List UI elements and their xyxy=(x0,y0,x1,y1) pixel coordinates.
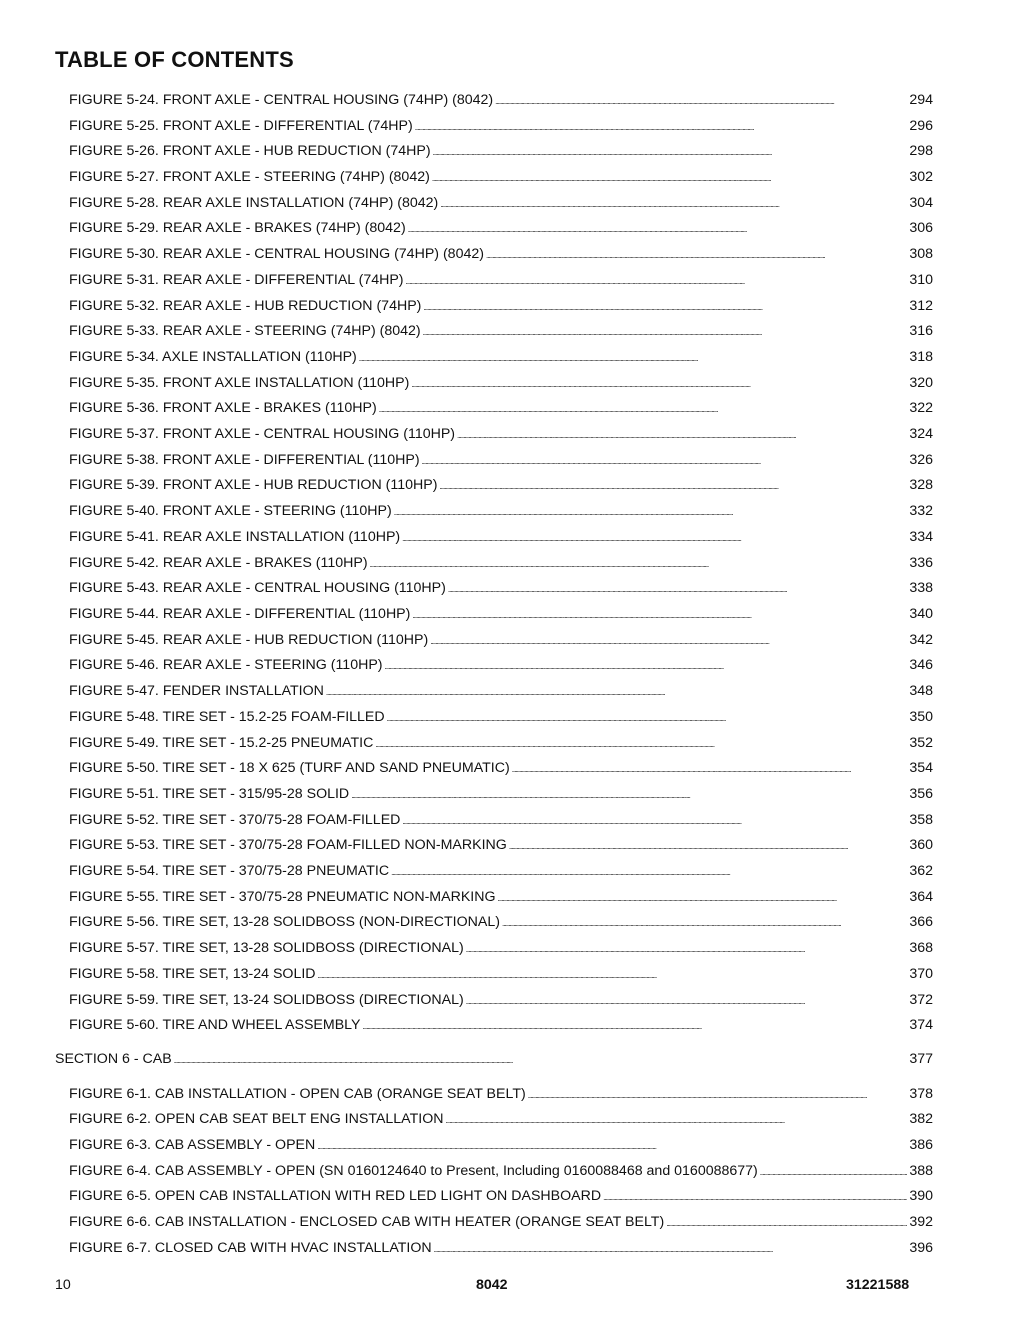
toc-entry-page: 304 xyxy=(909,195,933,211)
toc-entry[interactable] xyxy=(69,219,933,237)
toc-entry[interactable] xyxy=(69,836,933,854)
toc-entry[interactable] xyxy=(69,399,933,417)
toc-entry[interactable] xyxy=(69,965,933,983)
toc-entry-page: 316 xyxy=(909,323,933,339)
toc-entry[interactable] xyxy=(69,656,933,674)
toc-entry-page: 326 xyxy=(909,452,933,468)
dot-leader xyxy=(423,322,908,340)
toc-entry[interactable] xyxy=(69,348,933,366)
toc-entry[interactable] xyxy=(69,194,933,212)
toc-entry-label: FIGURE 5-43. REAR AXLE - CENTRAL HOUSING (110HP) xyxy=(69,580,446,596)
toc-entry-label: FIGURE 5-26. FRONT AXLE - HUB REDUCTION (74HP) xyxy=(69,143,431,159)
toc-entry-label: FIGURE 6-6. CAB INSTALLATION - ENCLOSED CAB WITH HEATER (ORANGE SEAT BELT) xyxy=(69,1214,665,1230)
dot-leader xyxy=(666,1213,907,1231)
toc-entry[interactable] xyxy=(69,322,933,340)
toc-entry-label: FIGURE 5-28. REAR AXLE INSTALLATION (74HP) (8042) xyxy=(69,195,439,211)
toc-entry[interactable] xyxy=(69,682,933,700)
dot-leader xyxy=(351,785,907,803)
dot-leader xyxy=(433,142,908,160)
toc-entry-page: 388 xyxy=(909,1163,933,1179)
toc-entry-label: FIGURE 5-53. TIRE SET - 370/75-28 FOAM-FILLED NON-MARKING xyxy=(69,837,507,853)
toc-entry[interactable] xyxy=(69,168,933,186)
toc-entry-label: FIGURE 6-7. CLOSED CAB WITH HVAC INSTALLATION xyxy=(69,1240,432,1256)
toc-section-entry[interactable] xyxy=(55,1050,933,1068)
toc-entry-page: 354 xyxy=(909,760,933,776)
toc-entry-page: 360 xyxy=(909,837,933,853)
toc-entry-label: FIGURE 5-31. REAR AXLE - DIFFERENTIAL (74HP) xyxy=(69,272,404,288)
toc-entry[interactable] xyxy=(69,708,933,726)
toc-entry[interactable] xyxy=(69,1187,933,1205)
toc-entry-page: 396 xyxy=(909,1240,933,1256)
dot-leader xyxy=(415,117,908,135)
toc-entry-page: 322 xyxy=(909,400,933,416)
toc-entry[interactable] xyxy=(69,451,933,469)
toc-entry-label: FIGURE 5-41. REAR AXLE INSTALLATION (110HP) xyxy=(69,529,401,545)
dot-leader xyxy=(432,168,908,186)
toc-entry[interactable] xyxy=(69,913,933,931)
toc-entry-label: FIGURE 6-1. CAB INSTALLATION - OPEN CAB (ORANGE SEAT BELT) xyxy=(69,1086,526,1102)
toc-entry-label: FIGURE 6-3. CAB ASSEMBLY - OPEN xyxy=(69,1137,316,1153)
toc-entry[interactable] xyxy=(69,502,933,520)
toc-entry-label: FIGURE 6-2. OPEN CAB SEAT BELT ENG INSTALLATION xyxy=(69,1111,444,1127)
toc-entry-page: 386 xyxy=(909,1137,933,1153)
toc-entry-label: FIGURE 5-46. REAR AXLE - STEERING (110HP) xyxy=(69,657,383,673)
toc-entry-label: FIGURE 5-29. REAR AXLE - BRAKES (74HP) (8042) xyxy=(69,220,406,236)
toc-entry-label: FIGURE 5-49. TIRE SET - 15.2-25 PNEUMATIC xyxy=(69,735,374,751)
toc-entry[interactable] xyxy=(69,1239,933,1257)
dot-leader xyxy=(406,271,908,289)
toc-entry-page: 364 xyxy=(909,889,933,905)
dot-leader xyxy=(512,759,908,777)
toc-entry[interactable] xyxy=(69,142,933,160)
toc-entry-page: 374 xyxy=(909,1017,933,1033)
dot-leader xyxy=(375,734,907,752)
dot-leader xyxy=(603,1187,907,1205)
dot-leader xyxy=(359,348,908,366)
toc-entry[interactable] xyxy=(69,1213,933,1231)
toc-entry-page: 362 xyxy=(909,863,933,879)
toc-entry[interactable] xyxy=(69,1162,933,1180)
toc-entry-page: 366 xyxy=(909,914,933,930)
dot-leader xyxy=(466,991,908,1009)
toc-entry[interactable] xyxy=(69,1016,933,1034)
toc-entry-label: FIGURE 5-59. TIRE SET, 13-24 SOLIDBOSS (DIRECTIONAL) xyxy=(69,992,464,1008)
dot-leader xyxy=(317,1136,907,1154)
toc-entry-label: FIGURE 5-32. REAR AXLE - HUB REDUCTION (74HP) xyxy=(69,298,422,314)
toc-entry-label: FIGURE 5-57. TIRE SET, 13-28 SOLIDBOSS (DIRECTIONAL) xyxy=(69,940,464,956)
toc-entry-label: FIGURE 5-36. FRONT AXLE - BRAKES (110HP) xyxy=(69,400,377,416)
toc-entry-label: FIGURE 5-54. TIRE SET - 370/75-28 PNEUMATIC xyxy=(69,863,390,879)
dot-leader xyxy=(379,399,908,417)
toc-entry-page: 310 xyxy=(909,272,933,288)
toc-entry-page: 392 xyxy=(909,1214,933,1230)
toc-entry[interactable] xyxy=(69,245,933,263)
toc-entry-page: 377 xyxy=(909,1051,933,1067)
toc-entry-label: FIGURE 5-50. TIRE SET - 18 X 625 (TURF AND SAND PNEUMATIC) xyxy=(69,760,510,776)
dot-leader xyxy=(387,708,908,726)
toc-entry[interactable] xyxy=(69,271,933,289)
dot-leader xyxy=(412,605,907,623)
toc-entry-label: FIGURE 5-37. FRONT AXLE - CENTRAL HOUSING (110HP) xyxy=(69,426,456,442)
toc-entry-page: 302 xyxy=(909,169,933,185)
toc-entry-page: 350 xyxy=(909,709,933,725)
dot-leader xyxy=(486,245,907,263)
toc-entry-page: 356 xyxy=(909,786,933,802)
dot-leader xyxy=(448,579,907,597)
dot-leader xyxy=(411,374,907,392)
toc-entry[interactable] xyxy=(69,991,933,1009)
toc-entry-page: 328 xyxy=(909,477,933,493)
toc-entry[interactable] xyxy=(69,811,933,829)
toc-entry-label: FIGURE 5-33. REAR AXLE - STEERING (74HP) (8042) xyxy=(69,323,421,339)
toc-entry[interactable] xyxy=(69,1085,933,1103)
dot-leader xyxy=(402,811,907,829)
dot-leader xyxy=(423,297,907,315)
toc-entry[interactable] xyxy=(69,785,933,803)
dot-leader xyxy=(430,631,907,649)
toc-entry-label: FIGURE 6-5. OPEN CAB INSTALLATION WITH RED LED LIGHT ON DASHBOARD xyxy=(69,1188,602,1204)
toc-entry[interactable] xyxy=(69,605,933,623)
toc-entry-page: 382 xyxy=(909,1111,933,1127)
toc-entry-page: 340 xyxy=(909,606,933,622)
dot-leader xyxy=(528,1085,908,1103)
toc-entry-label: FIGURE 5-48. TIRE SET - 15.2-25 FOAM-FILLED xyxy=(69,709,385,725)
toc-entry[interactable] xyxy=(69,554,933,572)
toc-entry-page: 368 xyxy=(909,940,933,956)
dot-leader xyxy=(326,682,907,700)
dot-leader xyxy=(370,554,908,572)
dot-leader xyxy=(457,425,907,443)
toc-entry-label: FIGURE 5-42. REAR AXLE - BRAKES (110HP) xyxy=(69,555,368,571)
dot-leader xyxy=(502,913,907,931)
dot-leader xyxy=(362,1016,907,1034)
toc-entry[interactable] xyxy=(69,1110,933,1128)
toc-entry-label: FIGURE 5-60. TIRE AND WHEEL ASSEMBLY xyxy=(69,1017,361,1033)
toc-entry[interactable] xyxy=(69,579,933,597)
toc-entry-label: FIGURE 5-24. FRONT AXLE - CENTRAL HOUSING (74HP) (8042) xyxy=(69,92,494,108)
toc-entry-label: FIGURE 6-4. CAB ASSEMBLY - OPEN (SN 0160124640 to Present, Including 0160088468 and 0160088677) xyxy=(69,1163,758,1179)
dot-leader xyxy=(394,502,908,520)
dot-leader xyxy=(498,888,908,906)
dot-leader xyxy=(466,939,908,957)
toc-entry-label: FIGURE 5-35. FRONT AXLE INSTALLATION (110HP) xyxy=(69,375,410,391)
toc-entry-label: FIGURE 5-27. FRONT AXLE - STEERING (74HP) (8042) xyxy=(69,169,430,185)
toc-entry-label: FIGURE 5-52. TIRE SET - 370/75-28 FOAM-FILLED xyxy=(69,812,401,828)
dot-leader xyxy=(434,1239,908,1257)
dot-leader xyxy=(760,1162,908,1180)
dot-leader xyxy=(391,862,907,880)
toc-entry-page: 324 xyxy=(909,426,933,442)
toc-entry-label: FIGURE 5-58. TIRE SET, 13-24 SOLID xyxy=(69,966,316,982)
toc-entry[interactable] xyxy=(69,734,933,752)
toc-entry-page: 370 xyxy=(909,966,933,982)
toc-entry-page: 332 xyxy=(909,503,933,519)
toc-entry-label: FIGURE 5-47. FENDER INSTALLATION xyxy=(69,683,324,699)
toc-entry[interactable] xyxy=(69,631,933,649)
toc-entry-label: FIGURE 5-40. FRONT AXLE - STEERING (110HP) xyxy=(69,503,392,519)
toc-entry[interactable] xyxy=(69,759,933,777)
toc-entry-label: FIGURE 5-25. FRONT AXLE - DIFFERENTIAL (74HP) xyxy=(69,118,413,134)
toc-entry[interactable] xyxy=(69,939,933,957)
toc-entry-page: 352 xyxy=(909,735,933,751)
dot-leader xyxy=(408,219,908,237)
toc-entry-page: 342 xyxy=(909,632,933,648)
toc-entry-label: FIGURE 5-44. REAR AXLE - DIFFERENTIAL (110HP) xyxy=(69,606,411,622)
toc-entry[interactable] xyxy=(69,425,933,443)
toc-entry-page: 378 xyxy=(909,1086,933,1102)
toc-entry-page: 336 xyxy=(909,555,933,571)
toc-entry-label: FIGURE 5-34. AXLE INSTALLATION (110HP) xyxy=(69,349,357,365)
dot-leader xyxy=(509,836,908,854)
toc-entry-label: SECTION 6 - CAB xyxy=(55,1051,172,1067)
dot-leader xyxy=(422,451,908,469)
footer-page-number: 10 xyxy=(55,1277,71,1293)
toc-entry-label: FIGURE 5-30. REAR AXLE - CENTRAL HOUSING (74HP) (8042) xyxy=(69,246,484,262)
toc-entry-page: 308 xyxy=(909,246,933,262)
toc-entry[interactable] xyxy=(69,476,933,494)
toc-entry[interactable] xyxy=(69,888,933,906)
dot-leader xyxy=(445,1110,907,1128)
toc-entry[interactable] xyxy=(69,528,933,546)
toc-entry[interactable] xyxy=(69,374,933,392)
dot-leader xyxy=(402,528,907,546)
toc-entry[interactable] xyxy=(69,1136,933,1154)
toc-entry-page: 338 xyxy=(909,580,933,596)
toc-entry-label: FIGURE 5-56. TIRE SET, 13-28 SOLIDBOSS (NON-DIRECTIONAL) xyxy=(69,914,500,930)
dot-leader xyxy=(440,194,907,212)
dot-leader xyxy=(385,656,908,674)
dot-leader xyxy=(495,91,907,109)
toc-entry-page: 358 xyxy=(909,812,933,828)
toc-entry-page: 346 xyxy=(909,657,933,673)
dot-leader xyxy=(318,965,908,983)
toc-entry-page: 372 xyxy=(909,992,933,1008)
toc-entry-page: 334 xyxy=(909,529,933,545)
footer-model: 8042 xyxy=(476,1277,508,1293)
toc-entry-page: 318 xyxy=(909,349,933,365)
toc-entry-label: FIGURE 5-45. REAR AXLE - HUB REDUCTION (110HP) xyxy=(69,632,429,648)
toc-entry[interactable] xyxy=(69,117,933,135)
toc-entry-page: 320 xyxy=(909,375,933,391)
toc-entry-label: FIGURE 5-38. FRONT AXLE - DIFFERENTIAL (110HP) xyxy=(69,452,420,468)
toc-entry-label: FIGURE 5-51. TIRE SET - 315/95-28 SOLID xyxy=(69,786,350,802)
toc-entry[interactable] xyxy=(69,91,933,109)
toc-entry-page: 390 xyxy=(909,1188,933,1204)
page-title: TABLE OF CONTENTS xyxy=(55,47,294,72)
toc-entry-page: 296 xyxy=(909,118,933,134)
toc-entry-page: 298 xyxy=(909,143,933,159)
footer-doc-number: 31221588 xyxy=(846,1277,910,1293)
toc-entry-page: 348 xyxy=(909,683,933,699)
toc-entry-label: FIGURE 5-39. FRONT AXLE - HUB REDUCTION (110HP) xyxy=(69,477,438,493)
toc-entry-page: 306 xyxy=(909,220,933,236)
toc-entry-page: 294 xyxy=(909,92,933,108)
dot-leader xyxy=(174,1050,908,1068)
toc-entry-label: FIGURE 5-55. TIRE SET - 370/75-28 PNEUMATIC NON-MARKING xyxy=(69,889,496,905)
toc-entry[interactable] xyxy=(69,297,933,315)
dot-leader xyxy=(439,476,907,494)
toc-entry-page: 312 xyxy=(909,298,933,314)
toc-entry[interactable] xyxy=(69,862,933,880)
